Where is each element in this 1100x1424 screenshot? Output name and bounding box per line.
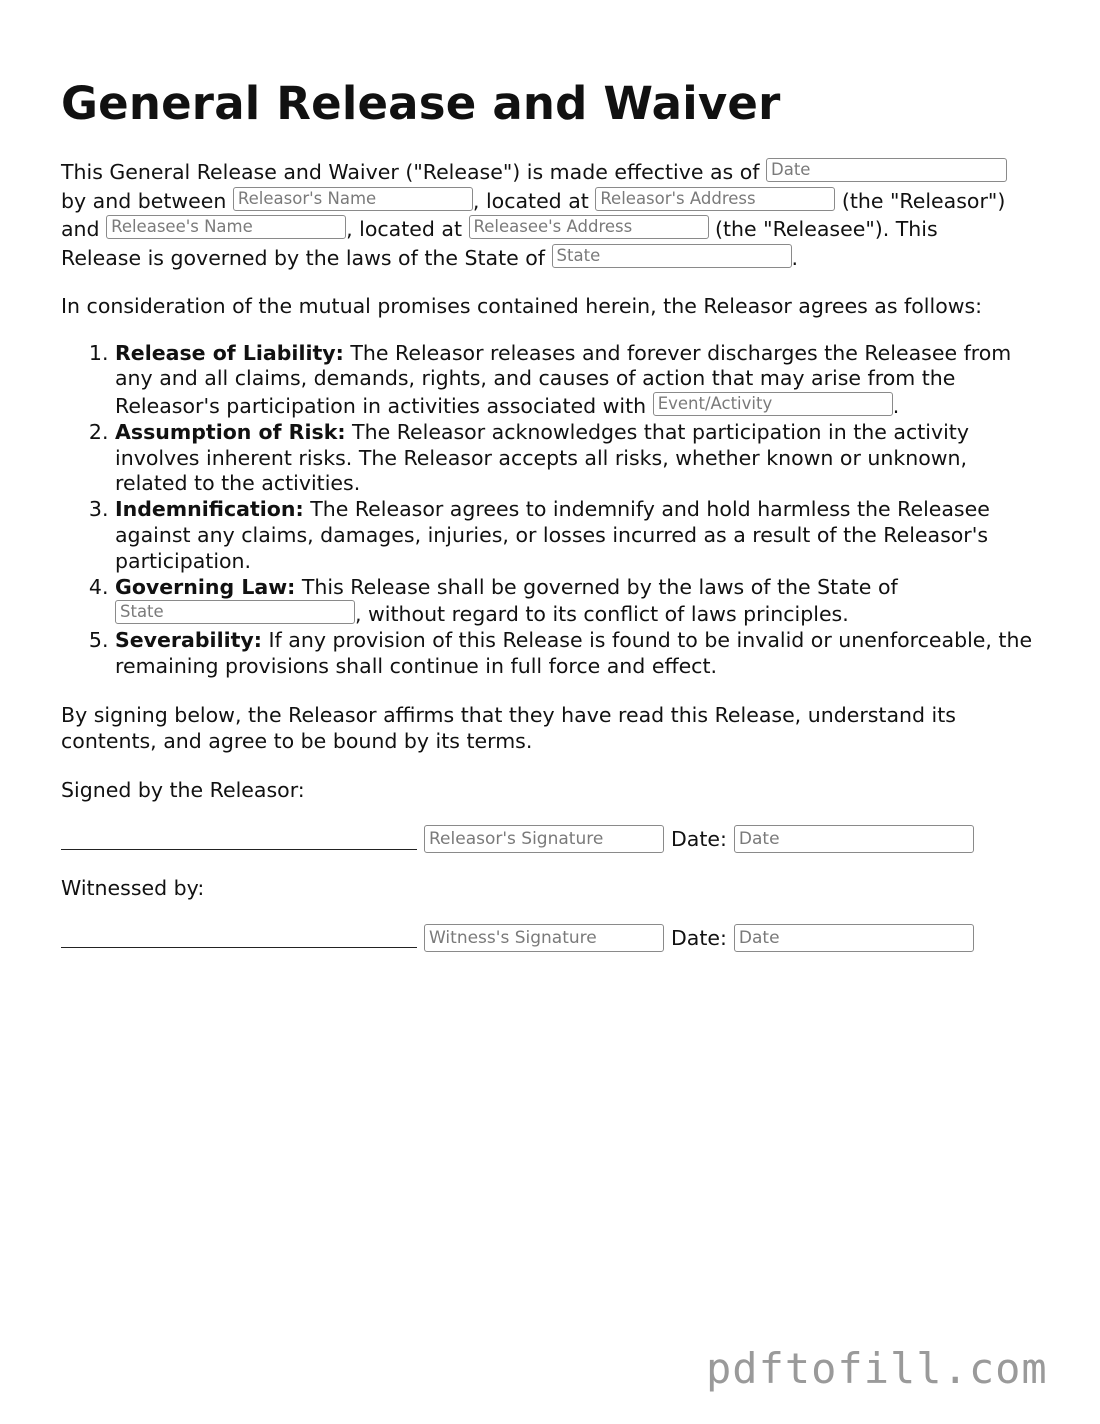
releasor-signature-field[interactable]: Releasor's Signature [424, 825, 664, 853]
governing-law-state-field[interactable]: State [115, 600, 355, 624]
consideration-paragraph: In consideration of the mutual promises contained herein, the Releasor agrees as follows: [61, 294, 983, 318]
releasee-address-field[interactable]: Releasee's Address [469, 215, 709, 239]
page-title: General Release and Waiver [61, 77, 781, 130]
terms-list [61, 341, 1041, 680]
witnessed-by-label: Witnessed by: [61, 876, 205, 901]
witness-date-label: Date: [671, 925, 727, 950]
effective-date-field[interactable]: Date [766, 158, 1007, 182]
releasor-date-field[interactable]: Date [734, 825, 974, 853]
term-release-of-liability: 1. Release of Liability: The Releasor releases and forever discharges the Releasee from any and all claims, demands, rights, and causes of action that may arise from the Releasor's participation in activities associated with Event/Activity . [115, 341, 1041, 420]
term-severability: 5. Severability: If any provision of this Release is found to be invalid or unenforceable, the remaining provisions shall continue in full force and effect. [115, 628, 1041, 680]
witness-signature-row [61, 923, 1041, 953]
affirmation-paragraph: By signing below, the Releasor affirms that they have read this Release, understand its contents, and agree to be bound by its terms. [61, 702, 956, 753]
releasor-signature-line[interactable] [61, 829, 417, 850]
governing-state-field[interactable]: State [552, 244, 792, 268]
releasor-address-field[interactable]: Releasor's Address [595, 187, 835, 211]
releasor-name-field[interactable]: Releasor's Name [233, 187, 473, 211]
releasor-date-label: Date: [671, 827, 727, 852]
term-assumption-of-risk: 2. Assumption of Risk: The Releasor acknowledges that participation in the activity involves inherent risks. The Releasor accepts all risks, whether known or unknown, related to the activities. [115, 420, 1041, 497]
signed-by-label: Signed by the Releasor: [61, 777, 305, 802]
witness-signature-field[interactable]: Witness's Signature [424, 924, 664, 952]
intro-paragraph: This General Release and Waiver ("Release") is made effective as of Date by and between Releasor's Name , located at Releasor's Address (the "Releasor") and Releasee's Name , located at Releasee's Address (the "Releasee"). This Release is governed by the laws of the State of State . [61, 160, 1006, 270]
event-activity-field[interactable]: Event/Activity [653, 392, 893, 416]
releasee-name-field[interactable]: Releasee's Name [106, 215, 346, 239]
pdftofill-watermark: pdftofill.com [706, 1344, 1048, 1393]
term-governing-law: 4. Governing Law: This Release shall be governed by the laws of the State of State , without regard to its conflict of laws principles. [115, 575, 1041, 629]
document-page [61, 76, 1041, 953]
witness-date-field[interactable]: Date [734, 924, 974, 952]
term-indemnification: 3. Indemnification: The Releasor agrees to indemnify and hold harmless the Releasee against any claims, damages, injuries, or losses incurred as a result of the Releasor's participation. [115, 497, 1041, 574]
witness-signature-line[interactable] [61, 927, 417, 948]
releasor-signature-row [61, 824, 1041, 854]
